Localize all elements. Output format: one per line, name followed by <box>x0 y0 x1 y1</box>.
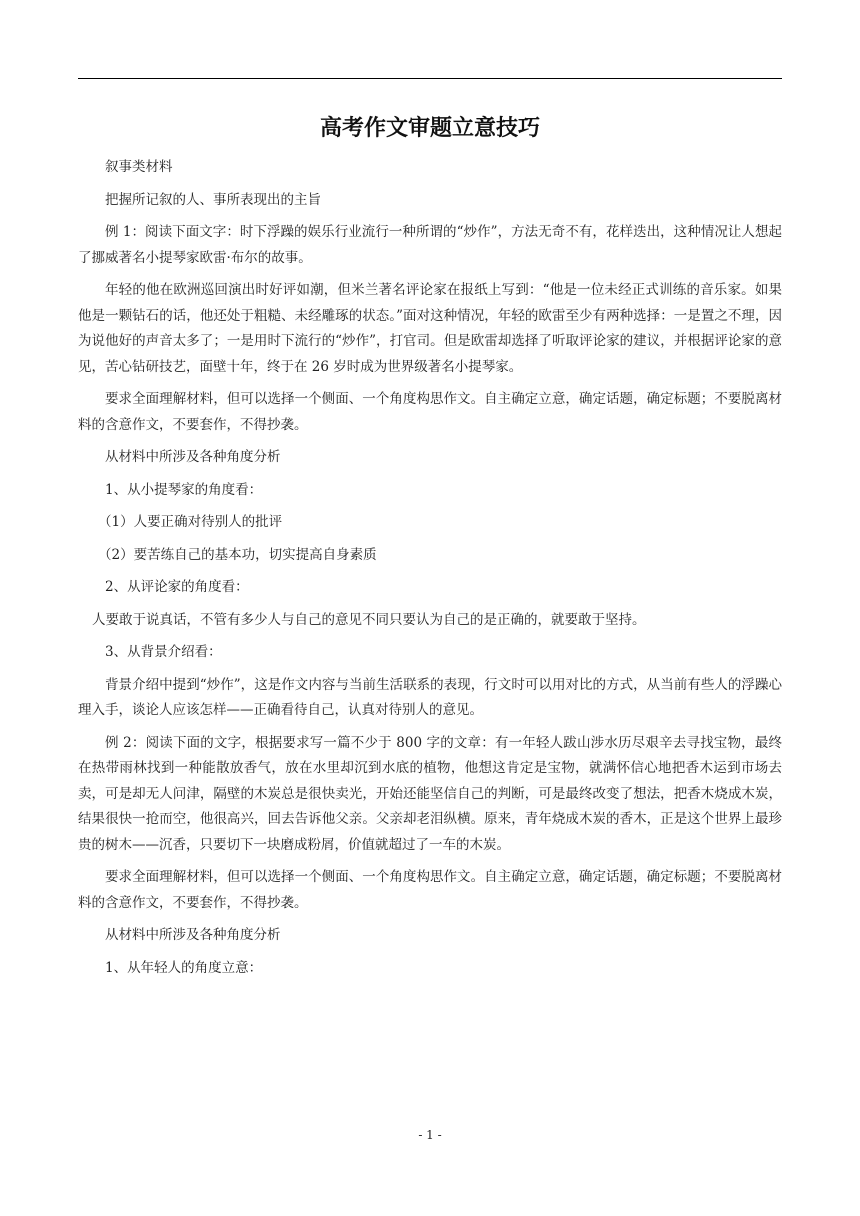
document-title: 高考作文审题立意技巧 <box>319 116 540 141</box>
paragraph-example-1: 例 1：阅读下面文字：时下浮躁的娱乐行业流行一种所谓的“炒作”，方法无奇不有，花样迭出，这种情况让人想起了挪威著名小提琴家欧雷·布尔的故事。 <box>78 224 782 266</box>
paragraph-angle-1-point-2: （2）要苦练自己的基本功，切实提高自身素质 <box>98 546 377 563</box>
paragraph-subheading: 把握所记叙的人、事所表现出的主旨 <box>105 191 321 208</box>
header-rule <box>78 78 782 79</box>
paragraph-angle-1-point-1: （1）人要正确对待别人的批评 <box>98 514 283 530</box>
paragraph-angle-3-point: 背景介绍中提到“炒作”，这是作文内容与当前生活联系的表现，行文时可以用对比的方式，从当前有些人的浮躁心理入手，谈论人应该怎样——正确看待自己，认真对待别人的意见。 <box>78 676 782 718</box>
paragraph-analysis-heading: 从材料中所涉及各种角度分析 <box>105 449 281 465</box>
paragraph-angle-2: 2、从评论家的角度看： <box>105 579 249 595</box>
paragraph-angle-3: 3、从背景介绍看： <box>105 644 222 660</box>
paragraph-section-heading: 叙事类材料 <box>105 159 173 175</box>
page-number: - 1 - <box>418 1128 442 1142</box>
paragraph-analysis-heading-2: 从材料中所涉及各种角度分析 <box>105 927 281 943</box>
paragraph-story: 年轻的他在欧洲巡回演出时好评如潮，但米兰著名评论家在报纸上写到：“他是一位未经正式训练的音乐家。如果他是一颗钻石的话，他还处于粗糙、未经雕琢的状态。”面对这种情况，年轻的欧雷至少有两种选择：一是置之不理，因为说他好的声音太多了；一是用时下流行的“炒作”，打官司。但是欧雷却选择了听取评论家的建议，并根据评论家的意见，苦心钻研技艺，面壁十年，终于在 26 岁时成为世界级著名小提琴家。 <box>78 282 782 375</box>
paragraph-angle-2-point: 人要敢于说真话，不管有多少人与自己的意见不同只要认为自己的是正确的，就要敢于坚持。 <box>92 611 646 628</box>
paragraph-requirements: 要求全面理解材料，但可以选择一个侧面、一个角度构思作文。自主确定立意，确定话题，确定标题；不要脱离材料的含意作文，不要套作，不得抄袭。 <box>78 391 782 433</box>
document-body <box>78 155 782 988</box>
paragraph-example-2: 例 2：阅读下面的文字，根据要求写一篇不少于 800 字的文章：有一年轻人跋山涉水历尽艰辛去寻找宝物，最终在热带雨林找到一种能散放香气，放在水里却沉到水底的植物，他想这肯定是宝物，就满怀信心地把香木运到市场去卖，可是却无人问津，隔壁的木炭总是很快卖光，开始还能坚信自己的判断，可是最终改变了想法，把香木烧成木炭，结果很快一抢而空，他很高兴，回去告诉他父亲。父亲却老泪纵横。原来，青年烧成木炭的香木，正是这个世界上最珍贵的树木——沉香，只要切下一块磨成粉屑，价值就超过了一车的木炭。 <box>78 734 782 853</box>
paragraph-requirements-2: 要求全面理解材料，但可以选择一个侧面、一个角度构思作文。自主确定立意，确定话题，确定标题；不要脱离材料的含意作文，不要套作，不得抄袭。 <box>78 869 782 911</box>
paragraph-angle-1: 1、从小提琴家的角度看： <box>105 481 263 498</box>
paragraph-angle-young-man: 1、从年轻人的角度立意： <box>105 959 263 976</box>
